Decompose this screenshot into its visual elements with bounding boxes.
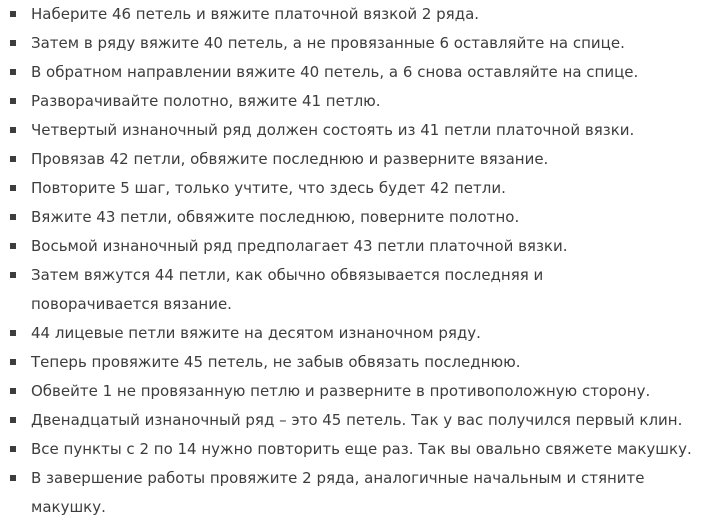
list-item (0, 261, 659, 319)
step-text: Все пункты с 2 по 14 нужно повторить еще раз. Так вы овально свяжете макушку. (31, 440, 692, 458)
list-item (0, 406, 690, 435)
bullet-square-icon (10, 11, 16, 17)
bullet-square-icon (10, 214, 16, 220)
list-item (0, 174, 690, 203)
list-item (0, 58, 690, 87)
list-item (0, 232, 690, 261)
bullet-square-icon (10, 272, 16, 278)
list-item (0, 0, 690, 29)
step-text: Затем вяжутся 44 петли, как обычно обвязывается последняя и поворачивается вязание. (31, 266, 544, 313)
list-item (0, 464, 659, 522)
step-text: Повторите 5 шаг, только учтите, что здесь будет 42 петли. (31, 179, 506, 197)
step-text: Провязав 42 петли, обвяжите последнюю и разверните вязание. (31, 150, 549, 168)
bullet-square-icon (10, 388, 16, 394)
list-item (0, 87, 690, 116)
step-text: Восьмой изнаночный ряд предполагает 43 петли платочной вязки. (31, 237, 568, 255)
list-item (0, 377, 690, 406)
bullet-square-icon (10, 185, 16, 191)
step-text: В обратном направлении вяжите 40 петель, а 6 снова оставляйте на спице. (31, 63, 639, 81)
bullet-square-icon (10, 359, 16, 365)
bullet-square-icon (10, 446, 16, 452)
step-text: Вяжите 43 петли, обвяжите последнюю, поверните полотно. (31, 208, 520, 226)
list-item (0, 116, 690, 145)
step-text: Наберите 46 петель и вяжите платочной вязкой 2 ряда. (31, 5, 480, 23)
bullet-square-icon (10, 156, 16, 162)
bullet-square-icon (10, 330, 16, 336)
bullet-square-icon (10, 243, 16, 249)
bullet-square-icon (10, 69, 16, 75)
step-text: В завершение работы провяжите 2 ряда, аналогичные начальным и стяните макушку. (31, 469, 645, 516)
list-item (0, 435, 690, 464)
list-item (0, 348, 690, 377)
list-item (0, 145, 690, 174)
bullet-square-icon (10, 127, 16, 133)
step-text: Обвейте 1 не провязанную петлю и разверните в противоположную сторону. (31, 382, 651, 400)
list-item (0, 29, 690, 58)
bullet-square-icon (10, 417, 16, 423)
step-text: Четвертый изнаночный ряд должен состоять из 41 петли платочной вязки. (31, 121, 635, 139)
list-item (0, 319, 690, 348)
bullet-square-icon (10, 475, 16, 481)
step-text: 44 лицевые петли вяжите на десятом изнаночном ряду. (31, 324, 481, 342)
step-text: Двенадцатый изнаночный ряд – это 45 петель. Так у вас получился первый клин. (31, 411, 683, 429)
step-text: Разворачивайте полотно, вяжите 41 петлю. (31, 92, 381, 110)
bullet-square-icon (10, 40, 16, 46)
step-text: Теперь провяжите 45 петель, не забыв обвязать последнюю. (31, 353, 521, 371)
list-item (0, 203, 690, 232)
step-text: Затем в ряду вяжите 40 петель, а не провязанные 6 оставляйте на спице. (31, 34, 625, 52)
bullet-square-icon (10, 98, 16, 104)
